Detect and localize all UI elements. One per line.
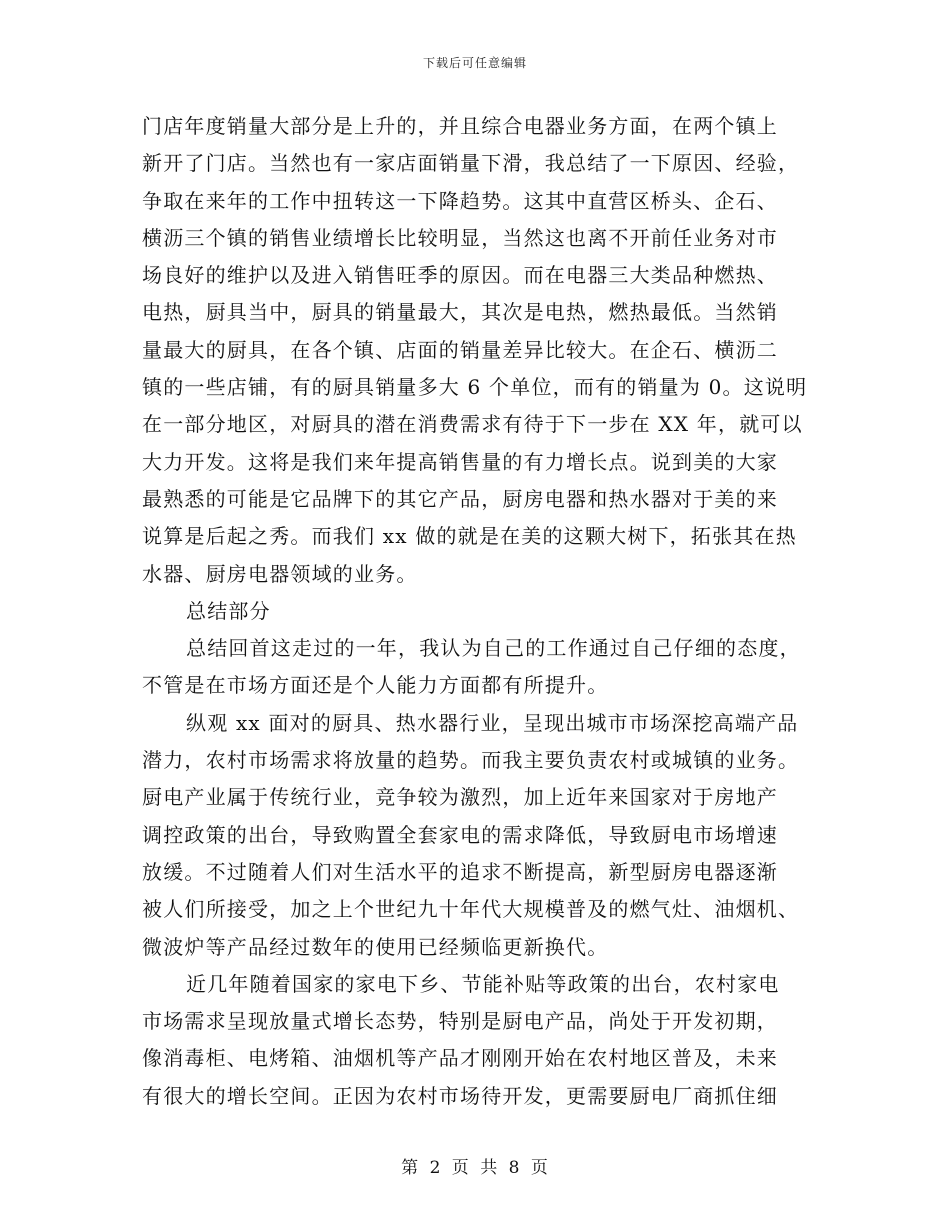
page-number-footer: 第 2 页 共 8 页 [401,1158,549,1178]
section-heading-summary: 总结部分 [186,598,271,623]
paragraph-year-summary: 总结回首这走过的一年，我认为自己的工作通过自己仔细的态度， 不管是在市场方面还是个人能力方面都有所提升。 [142,636,801,698]
page-header: 下载后可任意编辑 [422,56,527,70]
paragraph-rural-market: 近几年随着国家的家电下乡、节能补贴等政策的出台，农村家电 市场需求呈现放量式增长态势，特别是厨电产品，尚处于开发初期， 像消毒柜、电烤箱、油烟机等产品才刚刚开始在农村地区普及，未来 有很大的增长空间。正因为农村市场待开发，更需要厨电厂商抓住细 [142,971,780,1108]
paragraph-industry-overview: 纵观 xx 面对的厨具、热水器行业，呈现出城市市场深挖高端产品 潜力，农村市场需求将放量的趋势。而我主要负责农村或城镇的业务。 厨电产业属于传统行业，竞争较为激烈，加上近年来国家对于房地产 调控政策的出台，导致购置全套家电的需求降低，导致厨电市场增速 放缓。不过随着人们对生活水平的追求不断提高，新型厨房电器逐渐 被人们所接受，加之上个世纪九十年代大规模普及的燃气灶、油烟机、 微波炉等产品经过数年的使用已经频临更新换代。 [142,710,800,959]
paragraph-sales-review: 门店年度销量大部分是上升的，并且综合电器业务方面，在两个镇上 新开了门店。当然也有一家店面销量下滑，我总结了一下原因、经验， 争取在来年的工作中扭转这一下降趋势。这其中直营区桥头、企石、 横沥三个镇的销售业绩增长比较明显，当然这也离不开前任业务对市 场良好的维护以及进入销售旺季的原因。而在电器三大类品种燃热、 电热，厨具当中，厨具的销量最大，其次是电热，燃热最低。当然销 量最大的厨具，在各个镇、店面的销量差异比较大。在企石、横沥二 镇的一些店铺，有的厨具销量多大 6 个单位，而有的销量为 0。这说明 在一部分地区，对厨具的潜在消费需求有待于下一步在 XX 年，就可以 大力开发。这将是我们来年提高销售量的有力增长点。说到美的大家 最熟悉的可能是它品牌下的其它产品，厨房电器和热水器对于美的来 说算是后起之秀。而我们 xx 做的就是在美的这颗大树下，拓张其在热 水器、厨房电器领域的业务。 [142,114,808,586]
document-body [142,108,812,1115]
